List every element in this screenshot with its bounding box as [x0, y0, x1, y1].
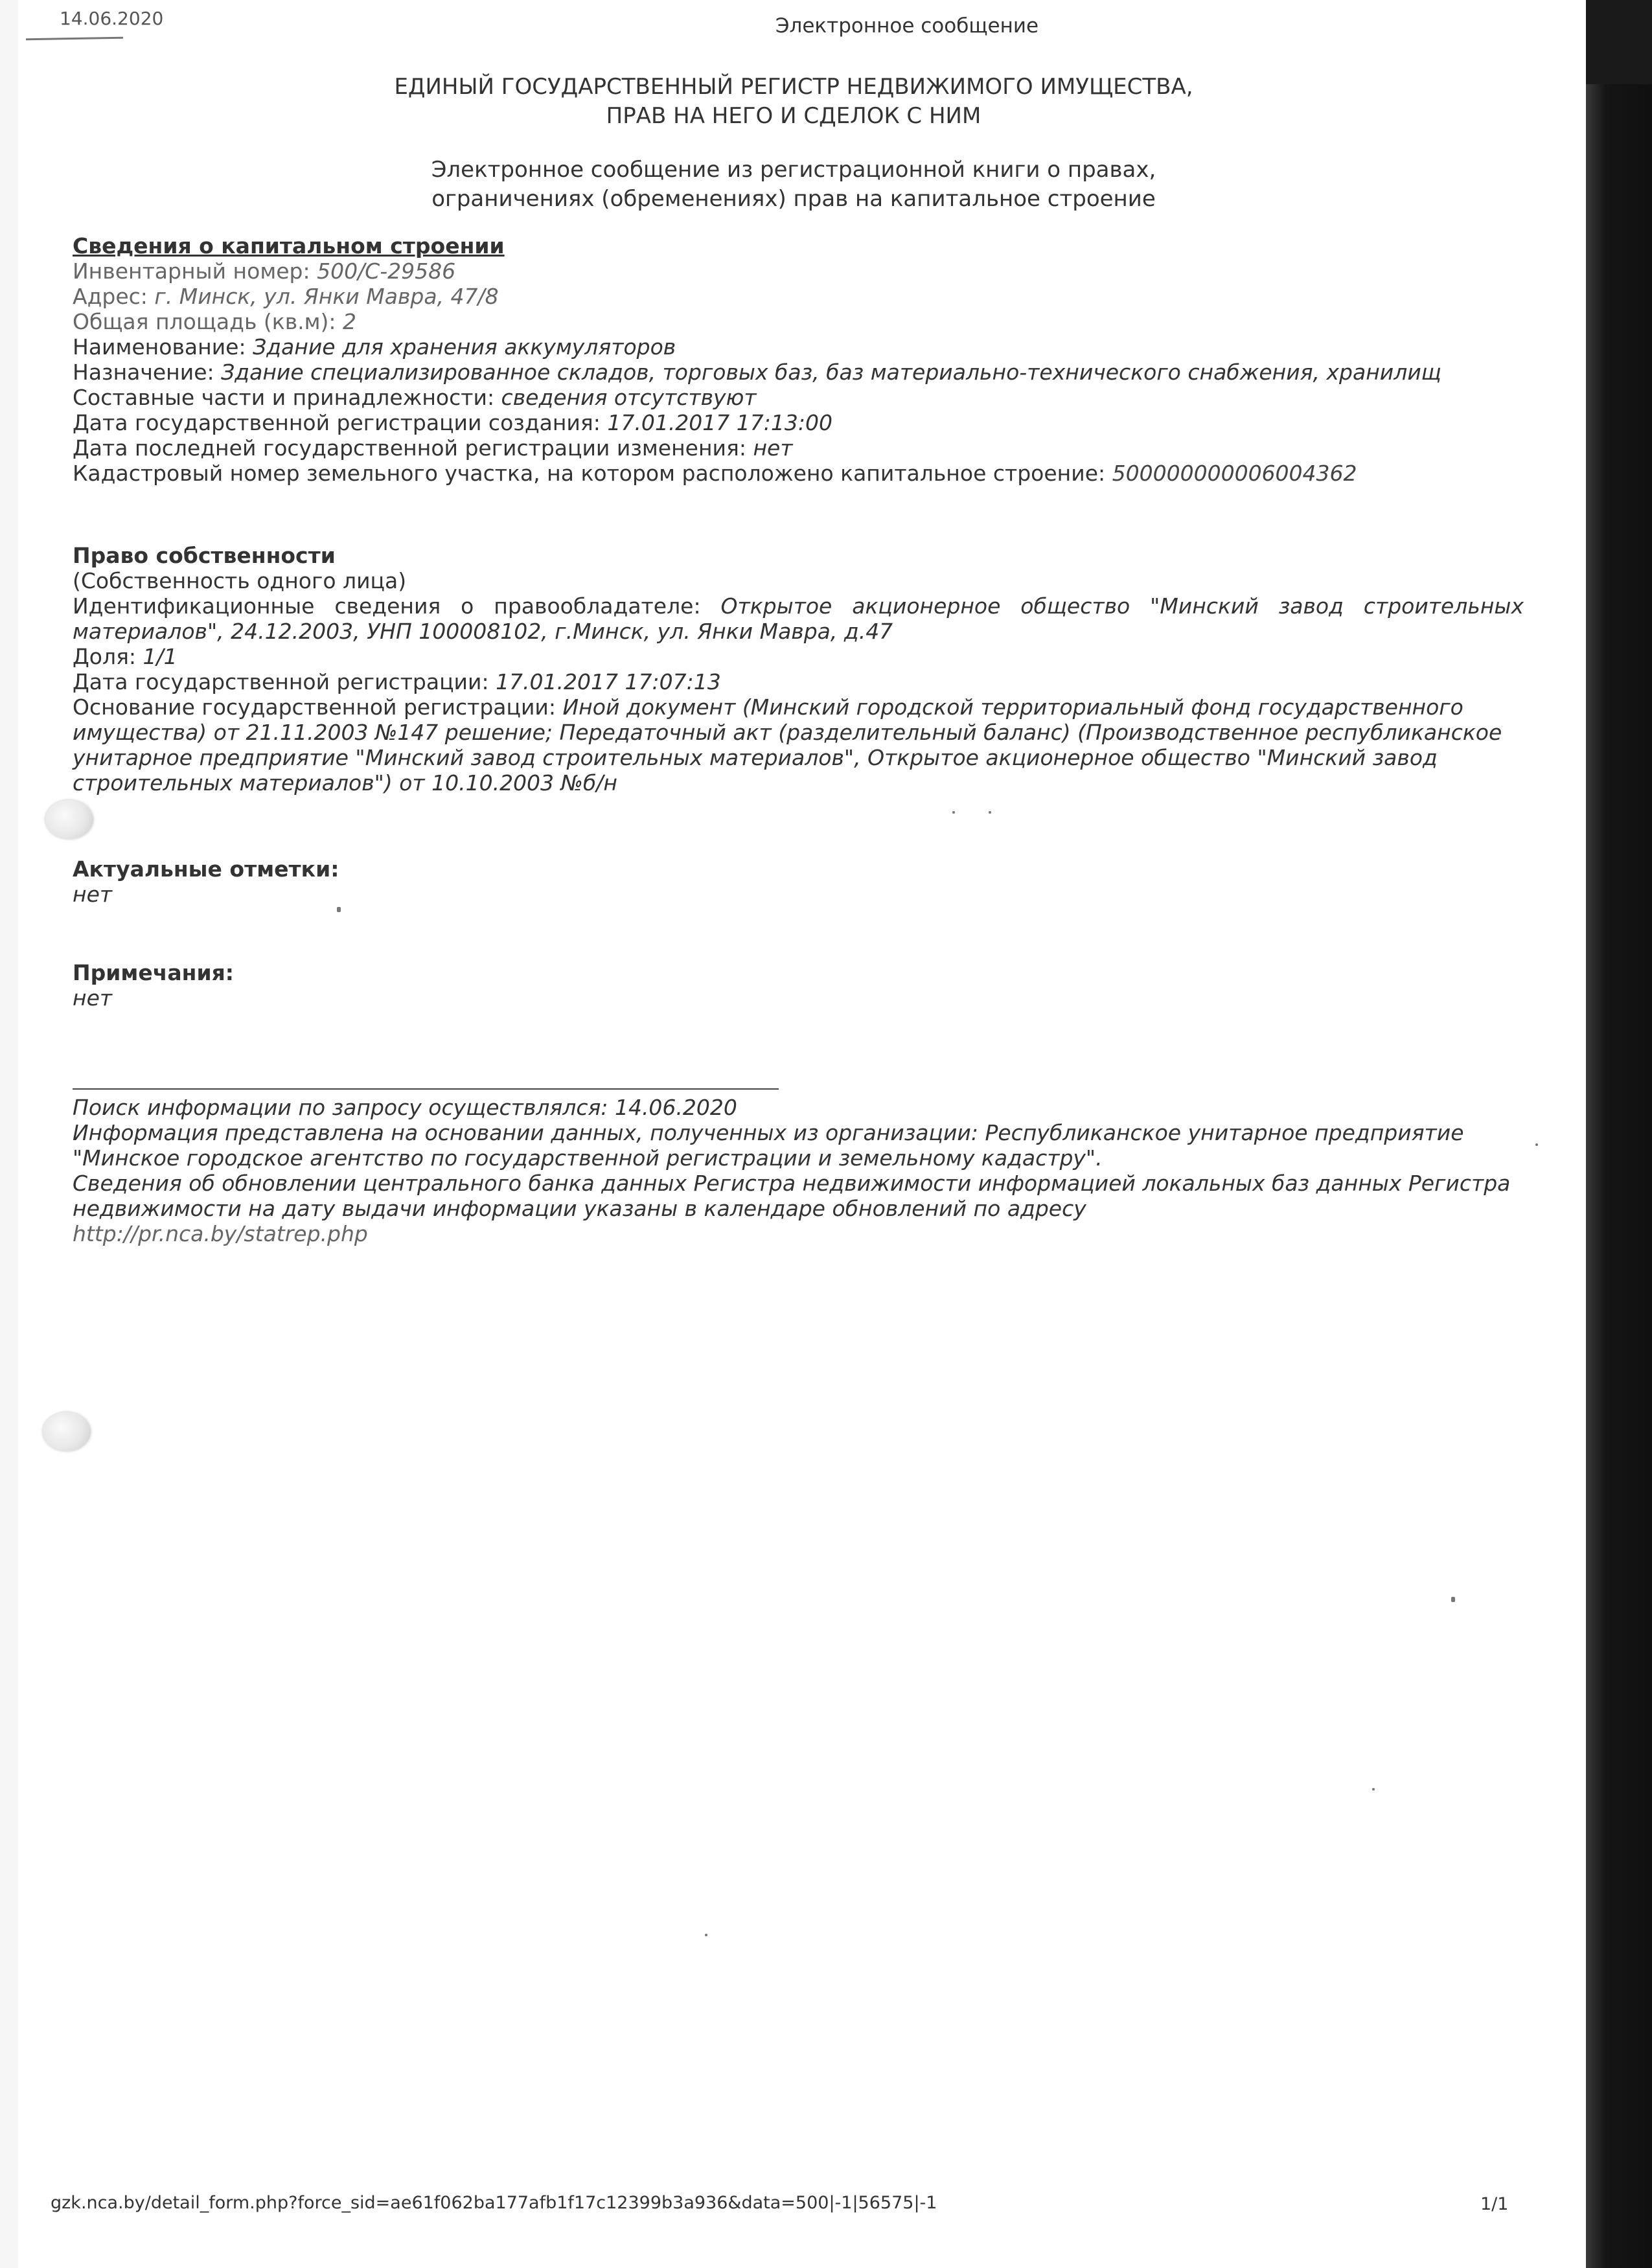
parts-value: сведения отсутствуют [501, 385, 757, 410]
message-subtitle-line1: Электронное сообщение из регистрационной книги о правах, [431, 157, 1156, 183]
register-title-line1: ЕДИНЫЙ ГОСУДАРСТВЕННЫЙ РЕГИСТР НЕДВИЖИМОГО ИМУЩЕСТВА, [394, 74, 1193, 100]
footnote-divider [73, 1088, 779, 1090]
share-row [73, 644, 1524, 669]
purpose-row [73, 360, 1524, 385]
footer-url: gzk.nca.by/detail_form.php?force_sid=ae61f062ba177afb1f17c12399b3a936&data=500|-1|56575|-1 [51, 2193, 937, 2213]
changed-value: нет [753, 435, 793, 461]
changed-label: Дата последней государственной регистрации изменения: [73, 435, 753, 461]
notes-section [73, 960, 1524, 1011]
inventory-label: Инвентарный номер: [73, 258, 317, 284]
cadastral-number-link[interactable]: 500000000006004362 [1112, 461, 1357, 486]
message-subtitle-line2: ограничениях (обременениях) прав на капитальное строение [431, 186, 1156, 212]
purpose-value: Здание специализированное складов, торговых баз, баз материально-технического снабжения, хранилищ [221, 360, 1441, 385]
created-row [73, 410, 1524, 435]
address-value: г. Минск, ул. Янки Мавра, 47/8 [154, 284, 499, 309]
area-label: Общая площадь (кв.м): [73, 309, 343, 334]
holder-label: Идентификационные сведения о правообладателе: [73, 593, 721, 619]
share-label: Доля: [73, 644, 143, 669]
created-value: 17.01.2017 17:13:00 [607, 410, 832, 435]
building-heading: Сведения о капитальном строении [73, 233, 505, 258]
created-label: Дата государственной регистрации создания: [73, 410, 608, 435]
basis-value: Иной документ (Минский городской территориальный фонд государственного имущества) от 21.11.2003 №147 решение; Передаточный акт (разделительный баланс) (Производственное республиканское унитарное предприятие "Минский завод строительных материалов", Открытое акционерное общество "Минский завод строительных материалов") от 10.10.2003 №б/н [73, 694, 1502, 796]
reg-date-label: Дата государственной регистрации: [73, 669, 496, 694]
area-value: 2 [343, 309, 357, 334]
cadastral-row [73, 461, 1524, 486]
building-section [73, 233, 1524, 486]
parts-row [73, 385, 1524, 410]
cadastral-label: Кадастровый номер земельного участка, на котором расположено капитальное строение: [73, 461, 1112, 486]
basis-row [73, 694, 1524, 796]
scan-edge-top [1586, 0, 1652, 84]
ownership-heading: Право собственности [73, 543, 336, 568]
scan-speck [1372, 1788, 1375, 1791]
name-value: Здание для хранения аккумуляторов [253, 334, 676, 360]
footer-page-number: 1/1 [1480, 2194, 1509, 2214]
holder-value: Открытое акционерное общество "Минский завод строительных материалов", 24.12.2003, УНП 100008102, г.Минск, ул. Янки Мавра, д.47 [73, 593, 1524, 644]
marks-section [73, 856, 1524, 907]
message-subtitle [259, 155, 1328, 214]
purpose-label: Назначение: [73, 360, 222, 385]
inventory-row [73, 258, 1524, 284]
statrep-link[interactable]: http://pr.nca.by/statrep.php [73, 1221, 368, 1246]
changed-row [73, 435, 1524, 461]
scan-edge-shadow [1586, 0, 1652, 2268]
notes-value: нет [73, 985, 113, 1011]
punch-hole-bottom [43, 1412, 91, 1451]
scan-speck [989, 811, 991, 814]
scan-speck [337, 907, 341, 912]
address-row [73, 284, 1524, 309]
area-row [73, 309, 1524, 334]
footnote-section [73, 1095, 1524, 1246]
share-value: 1/1 [143, 644, 178, 669]
reg-date-row [73, 669, 1524, 694]
holder-row [73, 593, 1524, 644]
address-label: Адрес: [73, 284, 155, 309]
register-title-line2: ПРАВ НА НЕГО И СДЕЛОК С НИМ [606, 103, 981, 129]
name-row [73, 334, 1524, 360]
ownership-section [73, 543, 1524, 796]
register-title [259, 73, 1328, 131]
notes-heading: Примечания: [73, 960, 234, 985]
ownership-kind: (Собственность одного лица) [73, 568, 407, 593]
name-label: Наименование: [73, 334, 253, 360]
scan-speck [1451, 1597, 1455, 1602]
data-source: Информация представлена на основании данных, полученных из организации: Республиканское унитарное предприятие "Минское городское агентство по государственной регистрации и земельному кадастру". [73, 1120, 1464, 1171]
marks-value: нет [73, 882, 113, 907]
search-date: Поиск информации по запросу осуществлялся: 14.06.2020 [73, 1095, 737, 1120]
print-doc-type: Электронное сообщение [775, 14, 1039, 38]
scan-speck [1535, 1143, 1538, 1146]
print-date: 14.06.2020 [60, 8, 164, 29]
punch-hole-top [45, 800, 93, 839]
parts-label: Составные части и принадлежности: [73, 385, 501, 410]
update-info: Сведения об обновлении центрального банка данных Регистра недвижимости информацией локальных баз данных Регистра недвижимости на дату выдачи информации указаны в календаре обновлений по адресу [73, 1171, 1511, 1221]
basis-label: Основание государственной регистрации: [73, 694, 563, 720]
reg-date-value: 17.01.2017 17:07:13 [496, 669, 721, 694]
inventory-value: 500/C-29586 [317, 258, 456, 284]
scan-speck [952, 811, 955, 814]
scan-speck [705, 1934, 707, 1936]
marks-heading: Актуальные отметки: [73, 856, 339, 882]
